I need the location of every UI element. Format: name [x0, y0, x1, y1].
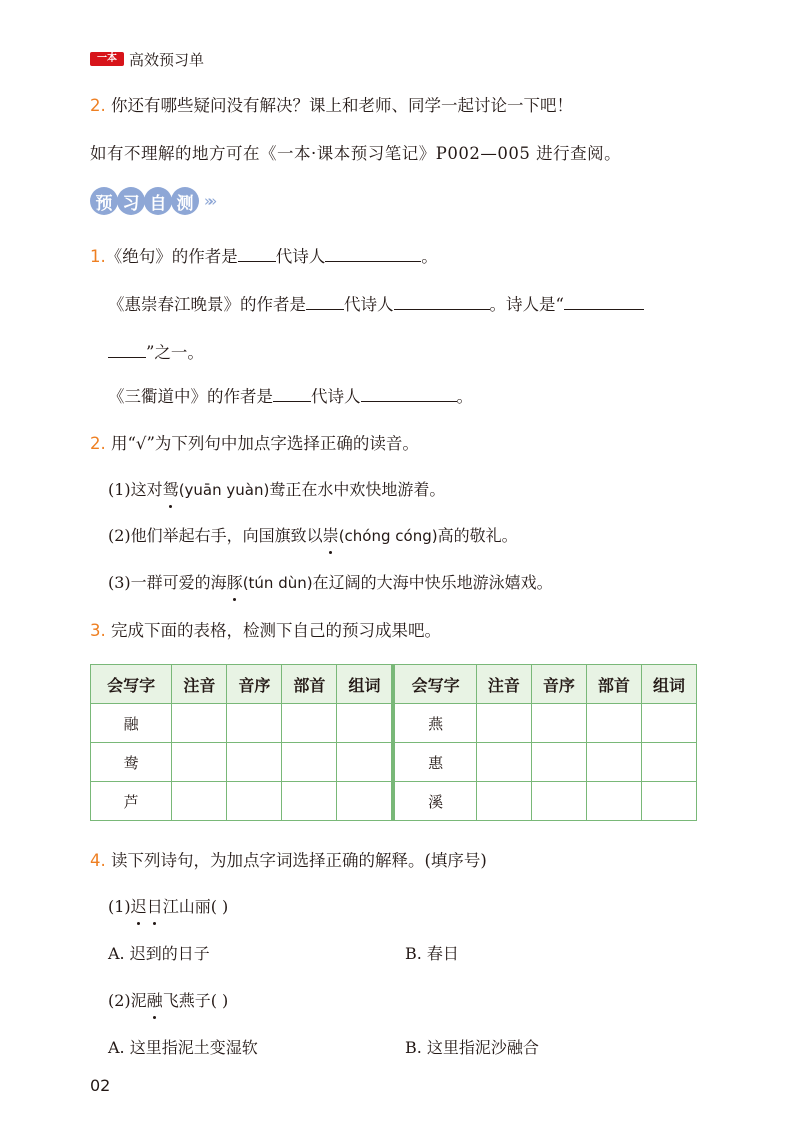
answer-blank[interactable] [325, 245, 421, 263]
dotted-char: 鸳 [163, 477, 179, 500]
question-1-line-4 [108, 383, 473, 407]
question-2-item-3 [108, 570, 553, 593]
question-2-item-1 [108, 477, 445, 500]
question-3 [90, 617, 441, 641]
question-text: 你还有哪些疑问没有解决？课上和老师、同学一起讨论一下吧！ [111, 96, 573, 115]
column-header: 部首 [282, 665, 337, 704]
column-header: 音序 [227, 665, 282, 704]
answer-cell[interactable] [172, 743, 227, 782]
text: (3)一群可爱的海 [108, 573, 227, 592]
column-header: 会写字 [393, 665, 476, 704]
page-number: 02 [90, 1076, 111, 1095]
pinyin-options[interactable]: (yuān yuàn) [178, 481, 270, 499]
question-number: 2. [90, 434, 106, 453]
question-number: 3. [90, 621, 106, 640]
character-cell: 惠 [393, 743, 476, 782]
brand-logo: 一本 [90, 52, 124, 66]
question-4-item-1 [108, 894, 228, 917]
text: (1) [108, 897, 131, 916]
character-cell: 溪 [393, 782, 476, 821]
answer-cell[interactable] [586, 704, 641, 743]
answer-cell[interactable] [641, 782, 696, 821]
table-header-row [91, 665, 697, 704]
answer-cell[interactable] [476, 704, 531, 743]
answer-blank[interactable] [306, 293, 344, 311]
answer-cell[interactable] [282, 704, 337, 743]
question-4 [90, 847, 487, 871]
dotted-char: 融 [147, 988, 163, 1011]
badge-char: 测 [171, 187, 199, 215]
text: 《三衢道中》的作者是 [108, 387, 273, 406]
badge-char: 习 [117, 187, 145, 215]
option-a: A. 这里指泥土变湿软 [108, 1038, 258, 1057]
text: 代诗人 [311, 387, 361, 406]
answer-cell[interactable] [337, 704, 394, 743]
answer-cell[interactable] [641, 704, 696, 743]
answer-cell[interactable] [641, 743, 696, 782]
answer-blank[interactable] [394, 293, 490, 311]
text: 鸯正在水中欢快地游着。 [269, 480, 446, 499]
text: 。诗人是“ [489, 295, 564, 314]
question-1-line-2 [108, 291, 644, 315]
question-4-item-2 [108, 988, 228, 1011]
dotted-char: 崇 [323, 523, 339, 546]
text: 《绝句》的作者是 [105, 247, 238, 266]
dotted-char: 日 [147, 894, 163, 917]
badge-char: 预 [90, 187, 118, 215]
question-1-line-3 [108, 339, 204, 363]
answer-cell[interactable] [172, 782, 227, 821]
question-2-top [90, 92, 573, 116]
answer-cell[interactable] [337, 782, 394, 821]
text: 《惠崇春江晚景》的作者是 [108, 295, 306, 314]
pinyin-options[interactable]: (tún dùn) [242, 574, 313, 592]
column-header: 注音 [172, 665, 227, 704]
text: 。 [456, 387, 473, 406]
question-2-item-2 [108, 523, 518, 546]
table-row [91, 704, 697, 743]
answer-blank[interactable] [361, 385, 457, 403]
question-number: 4. [90, 851, 106, 870]
answer-cell[interactable] [227, 782, 282, 821]
text: 。 [421, 247, 438, 266]
dotted-char: 迟 [131, 894, 147, 917]
question-number: 1. [90, 247, 106, 266]
dotted-char: 豚 [227, 570, 243, 593]
character-cell: 鸯 [91, 743, 172, 782]
column-header: 会写字 [91, 665, 172, 704]
column-header: 音序 [531, 665, 586, 704]
answer-blank[interactable] [108, 341, 146, 359]
answer-blank[interactable] [564, 293, 644, 311]
column-header: 部首 [586, 665, 641, 704]
column-header: 组词 [337, 665, 394, 704]
question-number: 2. [90, 96, 106, 115]
answer-cell[interactable] [282, 743, 337, 782]
answer-cell[interactable] [531, 743, 586, 782]
character-cell: 融 [91, 704, 172, 743]
answer-cell[interactable] [227, 704, 282, 743]
answer-cell[interactable] [586, 743, 641, 782]
pinyin-options[interactable]: (chóng cóng) [338, 527, 438, 545]
answer-cell[interactable] [172, 704, 227, 743]
text: (2)泥 [108, 991, 147, 1010]
text: (1)这对 [108, 480, 163, 499]
text: ”之一。 [146, 343, 204, 362]
answer-cell[interactable] [476, 743, 531, 782]
text: 代诗人 [275, 247, 326, 266]
table-row [91, 782, 697, 821]
question-text: 用“√”为下列句中加点字选择正确的读音。 [111, 434, 419, 453]
answer-blank[interactable] [273, 385, 311, 403]
answer-cell[interactable] [531, 782, 586, 821]
reference-note: 如有不理解的地方可在《一本·课本预习笔记》P002—005 进行查阅。 [90, 144, 622, 163]
question-text: 完成下面的表格，检测下自己的预习成果吧。 [111, 621, 441, 640]
badge-char: 自 [144, 187, 172, 215]
question-text: 读下列诗句，为加点字词选择正确的解释。(填序号) [111, 851, 487, 870]
answer-cell[interactable] [586, 782, 641, 821]
table-row [91, 743, 697, 782]
question-2 [90, 430, 419, 454]
answer-bracket[interactable]: 江山丽( ) [162, 897, 229, 916]
answer-cell[interactable] [531, 704, 586, 743]
text: (2)他们举起右手，向国旗致以 [108, 526, 323, 545]
option-a: A. 迟到的日子 [108, 944, 210, 963]
option-b: B. 这里指泥沙融合 [405, 1038, 539, 1057]
text: 高的敬礼。 [437, 526, 518, 545]
answer-bracket[interactable]: 飞燕子( ) [162, 991, 229, 1010]
answer-cell[interactable] [282, 782, 337, 821]
column-header: 注音 [476, 665, 531, 704]
header-title: 高效预习单 [129, 51, 205, 69]
character-cell: 燕 [393, 704, 476, 743]
option-b: B. 春日 [405, 944, 459, 963]
answer-cell[interactable] [227, 743, 282, 782]
text: 在辽阔的大海中快乐地游泳嬉戏。 [312, 573, 553, 592]
character-cell: 芦 [91, 782, 172, 821]
answer-blank[interactable] [238, 245, 276, 263]
double-chevron-icon: »» [204, 192, 213, 210]
answer-cell[interactable] [476, 782, 531, 821]
text: 代诗人 [344, 295, 394, 314]
section-badge [90, 186, 212, 216]
answer-cell[interactable] [337, 743, 394, 782]
preview-table [90, 664, 697, 821]
question-1-line-1 [90, 243, 438, 267]
column-header: 组词 [641, 665, 696, 704]
